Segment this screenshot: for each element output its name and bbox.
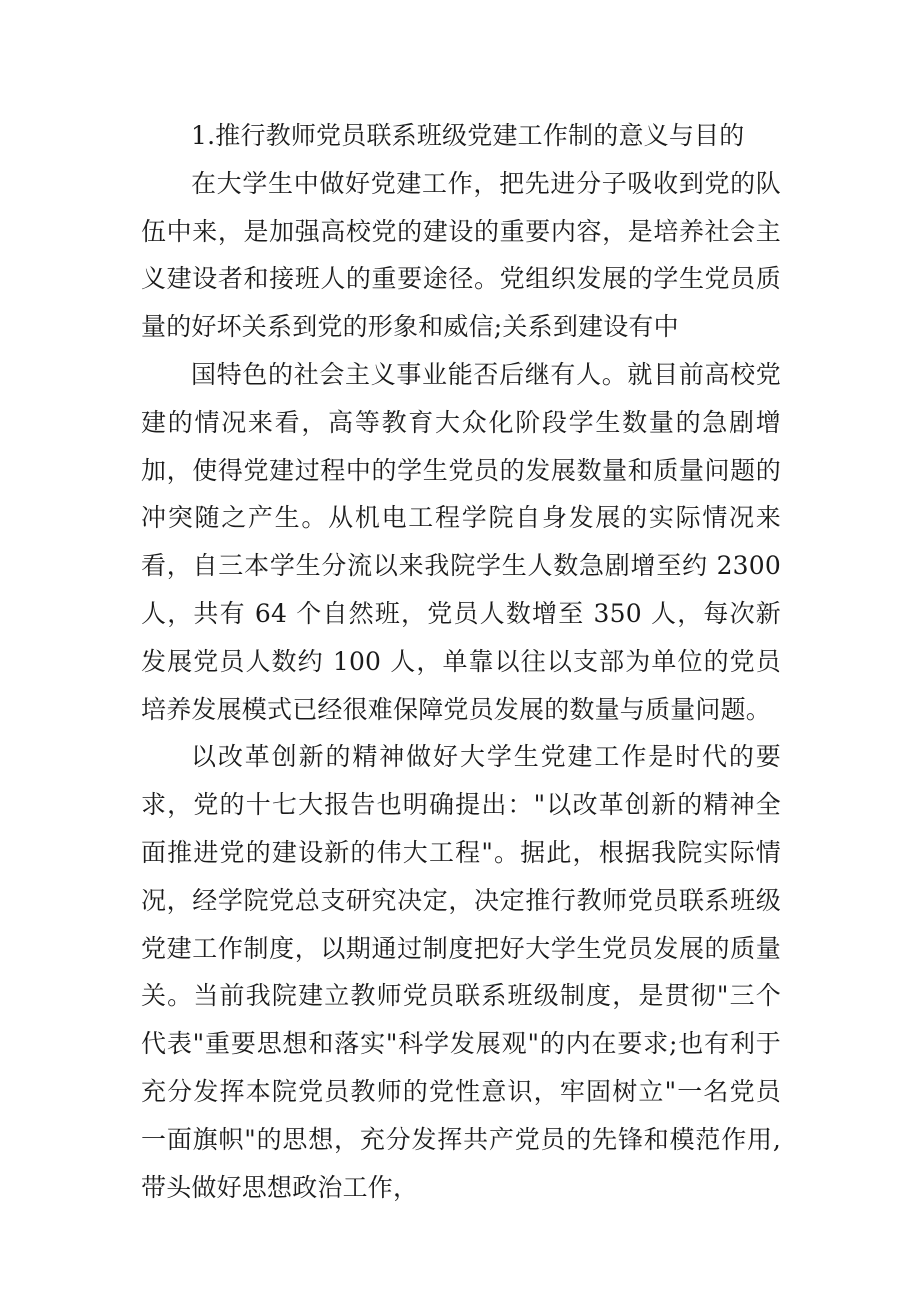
paragraph-3: 以改革创新的精神做好大学生党建工作是时代的要求，党的十七大报告也明确提出："以改革创新的精神全面推进党的建设新的伟大工程"。据此，根据我院实际情况，经学院党总支研究决定，决定推行教师党员联系班级党建工作制度，以期通过制度把好大学生党员发展的质量关。当前我院建立教师党员联系班级制度，是贯彻"三个代表"重要思想和落实"科学发展观"的内在要求;也有利于充分发挥本院党员教师的党性意识，牢固树立"一名党员一面旗帜"的思想，充分发挥共产党员的先锋和模范作用,带头做好思想政治工作， xyxy=(141,742,781,1202)
section-heading: 1.推行教师党员联系班级党建工作制的意义与目的 xyxy=(191,121,745,150)
paragraph-2: 国特色的社会主义事业能否后继有人。就目前高校党建的情况来看，高等教育大众化阶段学生数量的急剧增加，使得党建过程中的学生党员的发展数量和质量问题的冲突随之产生。从机电工程学院自身发展的实际情况来看，自三本学生分流以来我院学生人数急剧增至约 2300 人，共有 64 个自然班，党员人数增至 350 人，每次新发展党员人数约 100 人，单靠以往以支部为单位的党员培养发展模式已经很难保障党员发展的数量与质量问题。 xyxy=(141,359,781,724)
document-body xyxy=(141,112,781,1211)
paragraph-1: 在大学生中做好党建工作，把先进分子吸收到党的队伍中来，是加强高校党的建设的重要内容，是培养社会主义建设者和接班人的重要途径。党组织发展的学生党员质量的好坏关系到党的形象和威信;关系到建设有中 xyxy=(141,168,781,342)
